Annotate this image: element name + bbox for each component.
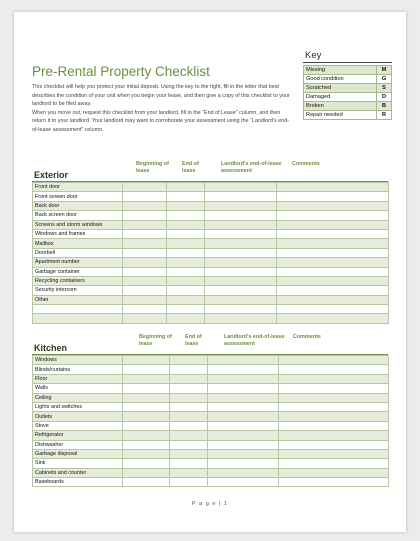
item-label: Security intercom (33, 286, 123, 295)
landlord-cell[interactable] (208, 412, 279, 421)
comments-cell[interactable] (279, 421, 389, 430)
item-label: Lights and switches (33, 402, 123, 411)
exterior-section (32, 161, 388, 324)
item-label: Front screen door (33, 192, 123, 201)
item-label: Baseboards (33, 478, 123, 487)
col-beginning-of-lease: Beginning of lease (139, 334, 172, 347)
col-beginning-of-lease: Beginning of lease (136, 161, 169, 174)
item-label: Cabinets and counter (33, 468, 123, 477)
key-code: M (377, 66, 392, 75)
comments-cell[interactable] (277, 248, 389, 257)
comments-cell[interactable] (279, 468, 389, 477)
end-cell[interactable] (167, 258, 205, 267)
beginning-cell[interactable] (123, 365, 170, 374)
beginning-cell[interactable] (123, 356, 170, 365)
checklist-row (33, 211, 389, 220)
comments-cell[interactable] (279, 478, 389, 487)
checklist-row (33, 305, 389, 314)
beginning-cell[interactable] (123, 229, 167, 238)
key-row (304, 75, 392, 84)
end-cell[interactable] (170, 449, 208, 458)
end-cell[interactable] (167, 239, 205, 248)
landlord-cell[interactable] (205, 248, 277, 257)
landlord-cell[interactable] (205, 314, 277, 323)
checklist-row (33, 478, 389, 487)
key-legend (303, 50, 392, 120)
col-comments: Comments (292, 161, 320, 167)
end-cell[interactable] (170, 431, 208, 440)
end-cell[interactable] (170, 478, 208, 487)
item-label: Front door (33, 183, 123, 192)
comments-cell[interactable] (277, 229, 389, 238)
landlord-cell[interactable] (205, 211, 277, 220)
item-label: Ceiling (33, 393, 123, 402)
item-label: Refrigerator (33, 431, 123, 440)
key-row (304, 102, 392, 111)
comments-cell[interactable] (277, 295, 389, 304)
item-label: Recycling containers (33, 276, 123, 285)
key-label: Scratched (304, 84, 377, 93)
key-code: S (377, 84, 392, 93)
item-label: Mailbox (33, 239, 123, 248)
item-label: Screens and storm windows (33, 220, 123, 229)
beginning-cell[interactable] (123, 211, 167, 220)
landlord-cell[interactable] (208, 440, 279, 449)
landlord-cell[interactable] (205, 192, 277, 201)
end-cell[interactable] (167, 192, 205, 201)
comments-cell[interactable] (279, 440, 389, 449)
checklist-row (33, 267, 389, 276)
landlord-cell[interactable] (208, 402, 279, 411)
item-label: Floor (33, 374, 123, 383)
beginning-cell[interactable] (123, 239, 167, 248)
checklist-row (33, 374, 389, 383)
checklist-row (33, 440, 389, 449)
key-label: Good condition (304, 75, 377, 84)
landlord-cell[interactable] (208, 478, 279, 487)
checklist-row (33, 402, 389, 411)
end-cell[interactable] (170, 384, 208, 393)
beginning-cell[interactable] (123, 267, 167, 276)
item-label: Windows (33, 356, 123, 365)
item-label: Sink (33, 459, 123, 468)
kitchen-title: Kitchen (34, 343, 68, 353)
beginning-cell[interactable] (123, 220, 167, 229)
key-code: D (377, 93, 392, 102)
comments-cell[interactable] (279, 402, 389, 411)
checklist-row (33, 248, 389, 257)
beginning-cell[interactable] (123, 374, 170, 383)
checklist-row (33, 365, 389, 374)
item-label: Garbage container (33, 267, 123, 276)
checklist-row (33, 239, 389, 248)
checklist-row (33, 459, 389, 468)
end-cell[interactable] (167, 229, 205, 238)
landlord-cell[interactable] (205, 201, 277, 210)
beginning-cell[interactable] (123, 412, 170, 421)
checklist-row (33, 295, 389, 304)
kitchen-table (32, 355, 389, 487)
key-row (304, 111, 392, 120)
beginning-cell[interactable] (123, 468, 170, 477)
landlord-cell[interactable] (205, 220, 277, 229)
end-cell[interactable] (170, 459, 208, 468)
page-title: Pre-Rental Property Checklist (32, 64, 210, 79)
item-label: Stove (33, 421, 123, 430)
comments-cell[interactable] (279, 412, 389, 421)
landlord-cell[interactable] (205, 305, 277, 314)
beginning-cell[interactable] (123, 431, 170, 440)
beginning-cell[interactable] (123, 449, 170, 458)
landlord-cell[interactable] (208, 431, 279, 440)
key-row (304, 66, 392, 75)
landlord-cell[interactable] (205, 276, 277, 285)
exterior-table (32, 182, 389, 324)
comments-cell[interactable] (279, 365, 389, 374)
key-label: Damaged (304, 93, 377, 102)
comments-cell[interactable] (277, 183, 389, 192)
checklist-row (33, 314, 389, 323)
comments-cell[interactable] (277, 192, 389, 201)
item-label: Blinds/curtains (33, 365, 123, 374)
comments-cell[interactable] (277, 276, 389, 285)
item-label: Outlets (33, 412, 123, 421)
col-landlord-assessment: Landlord’s end-of-lease assessment (221, 161, 282, 174)
end-cell[interactable] (167, 183, 205, 192)
end-cell[interactable] (170, 468, 208, 477)
landlord-cell[interactable] (208, 459, 279, 468)
landlord-cell[interactable] (208, 393, 279, 402)
landlord-cell[interactable] (205, 258, 277, 267)
comments-cell[interactable] (277, 239, 389, 248)
checklist-row (33, 201, 389, 210)
item-label (33, 305, 123, 314)
beginning-cell[interactable] (123, 183, 167, 192)
end-cell[interactable] (170, 374, 208, 383)
landlord-cell[interactable] (205, 229, 277, 238)
beginning-cell[interactable] (123, 295, 167, 304)
exterior-header (32, 161, 388, 181)
checklist-row (33, 276, 389, 285)
checklist-row (33, 468, 389, 477)
comments-cell[interactable] (277, 305, 389, 314)
beginning-cell[interactable] (123, 478, 170, 487)
comments-cell[interactable] (277, 314, 389, 323)
comments-cell[interactable] (279, 459, 389, 468)
comments-cell[interactable] (279, 356, 389, 365)
beginning-cell[interactable] (123, 258, 167, 267)
beginning-cell[interactable] (123, 393, 170, 402)
intro-text (32, 83, 294, 135)
checklist-row (33, 220, 389, 229)
beginning-cell[interactable] (123, 314, 167, 323)
end-cell[interactable] (170, 393, 208, 402)
landlord-cell[interactable] (205, 183, 277, 192)
end-cell[interactable] (167, 305, 205, 314)
beginning-cell[interactable] (123, 440, 170, 449)
key-row (304, 84, 392, 93)
landlord-cell[interactable] (205, 295, 277, 304)
checklist-row (33, 384, 389, 393)
comments-cell[interactable] (277, 267, 389, 276)
end-cell[interactable] (167, 248, 205, 257)
comments-cell[interactable] (279, 384, 389, 393)
key-label: Repair needed (304, 111, 377, 120)
item-label: Other (33, 295, 123, 304)
page-number: P a g e | 1 (191, 501, 229, 507)
beginning-cell[interactable] (123, 402, 170, 411)
checklist-row (33, 421, 389, 430)
landlord-cell[interactable] (208, 356, 279, 365)
end-cell[interactable] (167, 267, 205, 276)
checklist-row (33, 412, 389, 421)
intro-paragraph-2: When you move out, request this checklist from your landlord, fill in the “End of Lease” column, and then return it to your landlord. Your landlord may want to corroborate your assessment using the “Landlord’s end-of-lease assessment” column. (32, 109, 289, 133)
landlord-cell[interactable] (205, 267, 277, 276)
item-label: Walls (33, 384, 123, 393)
end-cell[interactable] (167, 220, 205, 229)
end-cell[interactable] (167, 295, 205, 304)
end-cell[interactable] (167, 211, 205, 220)
beginning-cell[interactable] (123, 192, 167, 201)
item-label: Back screen door (33, 211, 123, 220)
landlord-cell[interactable] (208, 421, 279, 430)
item-label (33, 314, 123, 323)
item-label: Windows and frames (33, 229, 123, 238)
checklist-row (33, 356, 389, 365)
beginning-cell[interactable] (123, 276, 167, 285)
end-cell[interactable] (167, 286, 205, 295)
kitchen-section (32, 334, 388, 487)
landlord-cell[interactable] (208, 384, 279, 393)
comments-cell[interactable] (279, 449, 389, 458)
checklist-row (33, 449, 389, 458)
landlord-cell[interactable] (205, 239, 277, 248)
item-label: Doorbell (33, 248, 123, 257)
end-cell[interactable] (170, 440, 208, 449)
beginning-cell[interactable] (123, 384, 170, 393)
beginning-cell[interactable] (123, 421, 170, 430)
end-cell[interactable] (170, 356, 208, 365)
end-cell[interactable] (170, 412, 208, 421)
landlord-cell[interactable] (208, 449, 279, 458)
key-code: R (377, 111, 392, 120)
beginning-cell[interactable] (123, 248, 167, 257)
landlord-cell[interactable] (208, 365, 279, 374)
checklist-row (33, 258, 389, 267)
end-cell[interactable] (170, 402, 208, 411)
beginning-cell[interactable] (123, 459, 170, 468)
key-code: G (377, 75, 392, 84)
end-cell[interactable] (170, 365, 208, 374)
item-label: Back door (33, 201, 123, 210)
comments-cell[interactable] (279, 374, 389, 383)
key-row (304, 93, 392, 102)
comments-cell[interactable] (277, 258, 389, 267)
comments-cell[interactable] (277, 220, 389, 229)
comments-cell[interactable] (277, 211, 389, 220)
document-page (14, 12, 406, 532)
end-cell[interactable] (167, 276, 205, 285)
col-comments: Comments (293, 334, 321, 340)
beginning-cell[interactable] (123, 201, 167, 210)
checklist-row (33, 192, 389, 201)
col-landlord-assessment: Landlord’s end-of-lease assessment (224, 334, 285, 347)
key-title: Key (303, 50, 392, 63)
exterior-title: Exterior (34, 170, 69, 180)
checklist-row (33, 431, 389, 440)
end-cell[interactable] (167, 314, 205, 323)
landlord-cell[interactable] (205, 286, 277, 295)
beginning-cell[interactable] (123, 305, 167, 314)
checklist-row (33, 393, 389, 402)
col-end-of-lease: End of lease (182, 161, 199, 174)
checklist-row (33, 286, 389, 295)
col-end-of-lease: End of lease (185, 334, 202, 347)
comments-cell[interactable] (277, 201, 389, 210)
beginning-cell[interactable] (123, 286, 167, 295)
comments-cell[interactable] (279, 393, 389, 402)
comments-cell[interactable] (277, 286, 389, 295)
key-table (303, 65, 392, 120)
checklist-row (33, 183, 389, 192)
checklist-row (33, 229, 389, 238)
item-label: Garbage disposal (33, 449, 123, 458)
item-label: Apartment number (33, 258, 123, 267)
landlord-cell[interactable] (208, 374, 279, 383)
end-cell[interactable] (167, 201, 205, 210)
key-label: Broken (304, 102, 377, 111)
kitchen-header (32, 334, 388, 354)
comments-cell[interactable] (279, 431, 389, 440)
landlord-cell[interactable] (208, 468, 279, 477)
key-code: B (377, 102, 392, 111)
end-cell[interactable] (170, 421, 208, 430)
intro-paragraph-1: This checklist will help you protect your initial deposit. Using the key to the right, fill in the letter that best describes the condition of your unit when you begin your lease, and then give a copy of this checklist to your landlord to be filed away. (32, 84, 290, 108)
key-label: Missing (304, 66, 377, 75)
item-label: Dishwasher (33, 440, 123, 449)
